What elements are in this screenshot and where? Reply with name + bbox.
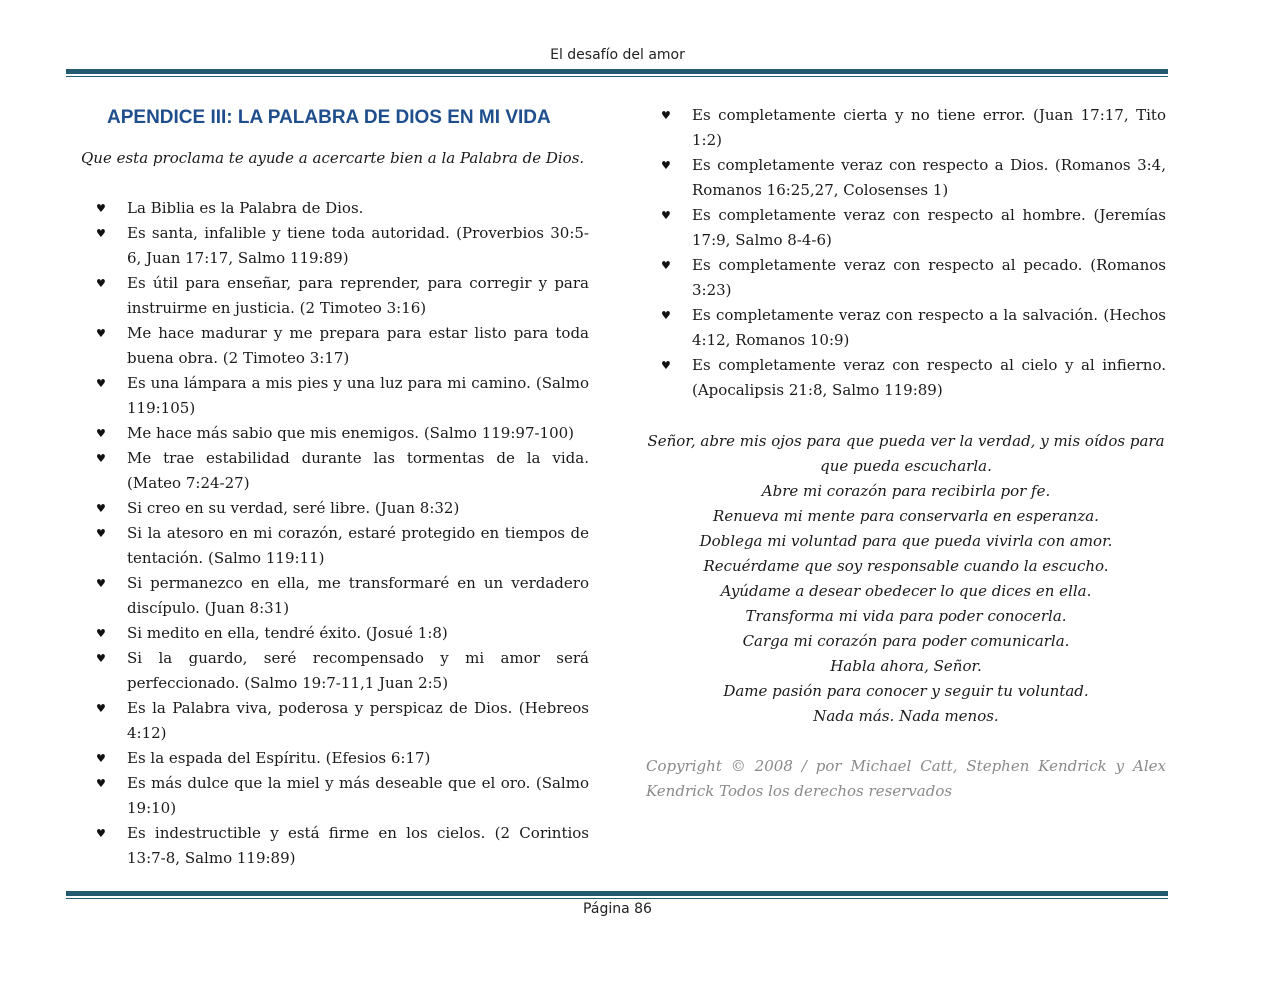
list-item (81, 196, 589, 221)
list-item (81, 446, 589, 496)
heart-bullet-icon: ♥ (96, 702, 106, 715)
list-item-text: Es completamente veraz con respecto al hombre. (Jeremías 17:9, Salmo 8-4-6) (692, 206, 1166, 249)
prayer-line: Habla ahora, Señor. (830, 657, 982, 675)
list-item-text: Es completamente veraz con respecto a la salvación. (Hechos 4:12, Romanos 10:9) (692, 306, 1166, 349)
heart-bullet-icon: ♥ (661, 109, 671, 122)
list-item (81, 521, 589, 571)
list-item (81, 371, 589, 421)
list-item (81, 696, 589, 746)
list-item-text: Es la Palabra viva, poderosa y perspicaz de Dios. (Hebreos 4:12) (127, 699, 589, 742)
heart-bullet-icon: ♥ (96, 627, 106, 640)
list-item (81, 496, 589, 521)
list-item-text: Si la atesoro en mi corazón, estaré protegido en tiempos de tentación. (Salmo 119:11) (127, 524, 589, 567)
heart-bullet-icon: ♥ (96, 527, 106, 540)
prayer-line: Transforma mi vida para poder conocerla. (745, 607, 1067, 625)
heart-bullet-icon: ♥ (661, 209, 671, 222)
page-title: APENDICE III: LA PALABRA DE DIOS EN MI VIDA (107, 107, 551, 128)
right-bullet-list (646, 103, 1166, 403)
prayer-block (646, 429, 1166, 729)
list-item (646, 203, 1166, 253)
heart-bullet-icon: ♥ (96, 277, 106, 290)
heart-bullet-icon: ♥ (661, 359, 671, 372)
list-item-text: Es indestructible y está firme en los cielos. (2 Corintios 13:7-8, Salmo 119:89) (127, 824, 589, 867)
list-item-text: Me trae estabilidad durante las tormentas de la vida. (Mateo 7:24-27) (127, 449, 589, 492)
prayer-line: Dame pasión para conocer y seguir tu voluntad. (723, 682, 1089, 700)
heart-bullet-icon: ♥ (96, 227, 106, 240)
heart-bullet-icon: ♥ (661, 259, 671, 272)
list-item-text: Es más dulce que la miel y más deseable que el oro. (Salmo 19:10) (127, 774, 589, 817)
list-item-text: Es la espada del Espíritu. (Efesios 6:17) (127, 749, 431, 767)
list-item-text: Si creo en su verdad, seré libre. (Juan 8:32) (127, 499, 460, 517)
list-item (81, 221, 589, 271)
heart-bullet-icon: ♥ (96, 827, 106, 840)
heart-bullet-icon: ♥ (96, 752, 106, 765)
list-item (646, 103, 1166, 153)
list-item (646, 253, 1166, 303)
list-item (646, 153, 1166, 203)
left-column (81, 104, 589, 871)
list-item-text: Es santa, infalible y tiene toda autoridad. (Proverbios 30:5-6, Juan 17:17, Salmo 119:89) (127, 224, 589, 267)
list-item (81, 646, 589, 696)
list-item (81, 621, 589, 646)
list-item-text: Es completamente cierta y no tiene error. (Juan 17:17, Tito 1:2) (692, 106, 1166, 149)
list-item (646, 353, 1166, 403)
heart-bullet-icon: ♥ (96, 577, 106, 590)
list-item (81, 271, 589, 321)
footer-rule (66, 891, 1168, 899)
heart-bullet-icon: ♥ (96, 502, 106, 515)
intro-text: Que esta proclama te ayude a acercarte bien a la Palabra de Dios. (81, 149, 585, 167)
list-item-text: Es completamente veraz con respecto a Dios. (Romanos 3:4, Romanos 16:25,27, Colosenses 1) (692, 156, 1166, 199)
list-item (81, 571, 589, 621)
list-item-text: Me hace más sabio que mis enemigos. (Salmo 119:97-100) (127, 424, 575, 442)
heart-bullet-icon: ♥ (96, 777, 106, 790)
list-item-text: Es una lámpara a mis pies y una luz para mi camino. (Salmo 119:105) (127, 374, 589, 417)
prayer-line: Nada más. Nada menos. (813, 707, 999, 725)
list-item (81, 421, 589, 446)
heart-bullet-icon: ♥ (96, 202, 106, 215)
prayer-line: Ayúdame a desear obedecer lo que dices en ella. (720, 582, 1092, 600)
list-item-text: Si la guardo, seré recompensado y mi amor será perfeccionado. (Salmo 19:7-11,1 Juan 2:5) (127, 649, 589, 692)
prayer-line: Carga mi corazón para poder comunicarla. (742, 632, 1070, 650)
list-item (81, 321, 589, 371)
heart-bullet-icon: ♥ (96, 327, 106, 340)
list-item-text: Me hace madurar y me prepara para estar listo para toda buena obra. (2 Timoteo 3:17) (127, 324, 589, 367)
list-item-text: Es útil para enseñar, para reprender, para corregir y para instruirme en justicia. (2 Timoteo 3:16) (127, 274, 589, 317)
prayer-line: Doblega mi voluntad para que pueda vivirla con amor. (699, 532, 1113, 550)
prayer-line: Renueva mi mente para conservarla en esperanza. (713, 507, 1099, 525)
header-rule (66, 69, 1168, 77)
prayer-line: Señor, abre mis ojos para que pueda ver la verdad, y mis oídos para que pueda escucharla. (647, 432, 1165, 475)
list-item-text: Si medito en ella, tendré éxito. (Josué 1:8) (127, 624, 448, 642)
list-item-text: Si permanezco en ella, me transformaré en un verdadero discípulo. (Juan 8:31) (127, 574, 589, 617)
list-item (81, 821, 589, 871)
heart-bullet-icon: ♥ (661, 309, 671, 322)
list-item-text: Es completamente veraz con respecto al cielo y al infierno. (Apocalipsis 21:8, Salmo 119:89) (692, 356, 1166, 399)
heart-bullet-icon: ♥ (96, 377, 106, 390)
list-item-text: La Biblia es la Palabra de Dios. (127, 199, 364, 217)
list-item (81, 746, 589, 771)
heart-bullet-icon: ♥ (96, 452, 106, 465)
prayer-line: Recuérdame que soy responsable cuando la escucho. (703, 557, 1109, 575)
list-item (81, 771, 589, 821)
copyright-note: Copyright © 2008 / por Michael Catt, Stephen Kendrick y Alex Kendrick Todos los derechos reservados (646, 757, 1166, 800)
list-item-text: Es completamente veraz con respecto al pecado. (Romanos 3:23) (692, 256, 1166, 299)
heart-bullet-icon: ♥ (661, 159, 671, 172)
running-header: El desafío del amor (550, 47, 685, 63)
heart-bullet-icon: ♥ (96, 427, 106, 440)
prayer-line: Abre mi corazón para recibirla por fe. (761, 482, 1051, 500)
heart-bullet-icon: ♥ (96, 652, 106, 665)
right-column (646, 103, 1166, 804)
left-bullet-list (81, 196, 589, 871)
list-item (646, 303, 1166, 353)
page-number: Página 86 (583, 901, 652, 917)
